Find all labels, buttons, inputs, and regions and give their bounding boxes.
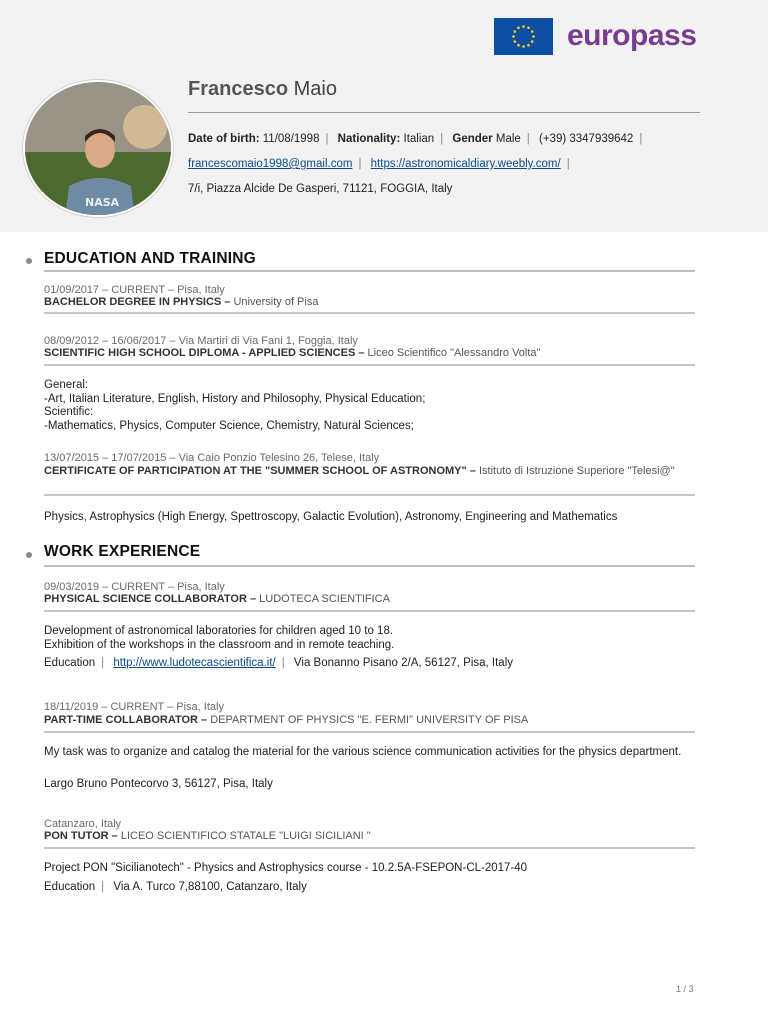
candidate-name xyxy=(188,78,337,101)
svg-text:NASA: NASA xyxy=(85,196,120,209)
edu-3-rule xyxy=(44,494,695,496)
gender-label: Gender xyxy=(452,133,493,145)
work-2-title: PART-TIME COLLABORATOR – DEPARTMENT OF PHYSICS "E. FERMI" UNIVERSITY OF PISA xyxy=(44,714,529,726)
contact-links-row: francescomaio1998@gmail.com | https://astronomicaldiary.weebly.com/ | xyxy=(188,158,570,170)
edu-2-meta: 08/09/2012 – 16/06/2017 – Via Martiri di Via Fani 1, Foggia, Italy xyxy=(44,335,358,347)
email-link[interactable]: francescomaio1998@gmail.com xyxy=(188,158,353,170)
education-heading-rule xyxy=(44,270,695,272)
work-1-link[interactable]: http://www.ludotecascientifica.it/ xyxy=(113,657,276,669)
europass-wordmark: europass xyxy=(567,19,697,52)
work-1-field: Education xyxy=(44,657,96,669)
edu-3-meta: 13/07/2015 – 17/07/2015 – Via Caio Ponzio Telesino 26, Telese, Italy xyxy=(44,452,380,464)
europass-logo xyxy=(494,17,696,55)
website-link[interactable]: https://astronomicaldiary.weebly.com/ xyxy=(370,158,561,170)
eu-flag-icon xyxy=(494,18,553,55)
dob-label: Date of birth: xyxy=(188,133,260,145)
work-1-rule xyxy=(44,610,695,612)
personal-info-row: Date of birth: 11/08/1998 | Nationality: Italian | Gender Male | (+39) 3347939642 | xyxy=(188,133,643,145)
work-3-field: Education xyxy=(44,881,96,893)
education-heading: EDUCATION AND TRAINING xyxy=(44,250,256,267)
page-number: 1 / 3 xyxy=(676,984,694,994)
work-3-rule xyxy=(44,847,695,849)
work-2-address: Largo Bruno Pontecorvo 3, 56127, Pisa, Italy xyxy=(44,778,273,790)
cv-header xyxy=(0,0,768,232)
edu-3-title: CERTIFICATE OF PARTICIPATION AT THE "SUMMER SCHOOL OF ASTRONOMY" – Istituto di Istruzione Superiore "Telesi@" xyxy=(44,465,675,477)
section-bullet-icon xyxy=(26,552,32,558)
edu-3-description: Physics, Astrophysics (High Energy, Spettroscopy, Galactic Evolution), Astronomy, Engineering and Mathematics xyxy=(44,511,618,523)
work-3-title: PON TUTOR – LICEO SCIENTIFICO STATALE "LUIGI SICILIANI " xyxy=(44,830,371,842)
edu-2-description: General: -Art, Italian Literature, English, History and Philosophy, Physical Education; Scientific: -Mathematics, Physics, Computer Science, Chemistry, Natural Sciences; xyxy=(44,379,426,432)
first-name: Francesco xyxy=(188,78,289,100)
work-2-meta: 18/11/2019 – CURRENT – Pisa, Italy xyxy=(44,701,224,713)
phone-number: (+39) 3347939642 xyxy=(539,133,634,145)
nationality-label: Nationality: xyxy=(337,133,401,145)
last-name: Maio xyxy=(293,78,337,100)
dob-value: 11/08/1998 xyxy=(262,133,320,145)
work-3-description: Project PON "Sicilianotech" - Physics and Astrophysics course - 10.2.5A-FSEPON-CL-2017-40 xyxy=(44,862,528,874)
work-3-address: Via A. Turco 7,88100, Catanzaro, Italy xyxy=(113,881,307,893)
work-1-description: Development of astronomical laboratories for children aged 10 to 18. Exhibition of the workshops in the classroom and in remote teaching. xyxy=(44,625,395,651)
gender-value: Male xyxy=(495,133,521,145)
work-2-rule xyxy=(44,731,695,733)
work-1-title: PHYSICAL SCIENCE COLLABORATOR – LUDOTECA SCIENTIFICA xyxy=(44,593,390,605)
work-3-details: Education | Via A. Turco 7,88100, Catanzaro, Italy xyxy=(44,881,307,893)
edu-2-title: SCIENTIFIC HIGH SCHOOL DIPLOMA - APPLIED SCIENCES – Liceo Scientifico "Alessandro Volta" xyxy=(44,347,541,359)
work-1-details: Education | http://www.ludotecascientifica.it/ | Via Bonanno Pisano 2/A, 56127, Pisa, Italy xyxy=(44,657,514,669)
work-heading-rule xyxy=(44,565,695,567)
nationality-value: Italian xyxy=(403,133,435,145)
edu-1-rule xyxy=(44,312,695,314)
work-3-meta: Catanzaro, Italy xyxy=(44,818,122,830)
name-divider xyxy=(188,112,700,113)
work-1-meta: 09/03/2019 – CURRENT – Pisa, Italy xyxy=(44,581,225,593)
work-1-address: Via Bonanno Pisano 2/A, 56127, Pisa, Italy xyxy=(293,657,514,669)
section-bullet-icon xyxy=(26,258,32,264)
home-address: 7/i, Piazza Alcide De Gasperi, 71121, FOGGIA, Italy xyxy=(188,183,453,195)
edu-2-rule xyxy=(44,364,695,366)
work-2-description: My task was to organize and catalog the material for the various science communication activities for the physics department. xyxy=(44,746,682,758)
work-heading: WORK EXPERIENCE xyxy=(44,543,201,560)
edu-1-meta: 01/09/2017 – CURRENT – Pisa, Italy xyxy=(44,284,225,296)
edu-1-title: BACHELOR DEGREE IN PHYSICS – University of Pisa xyxy=(44,296,319,308)
profile-photo xyxy=(23,80,173,217)
